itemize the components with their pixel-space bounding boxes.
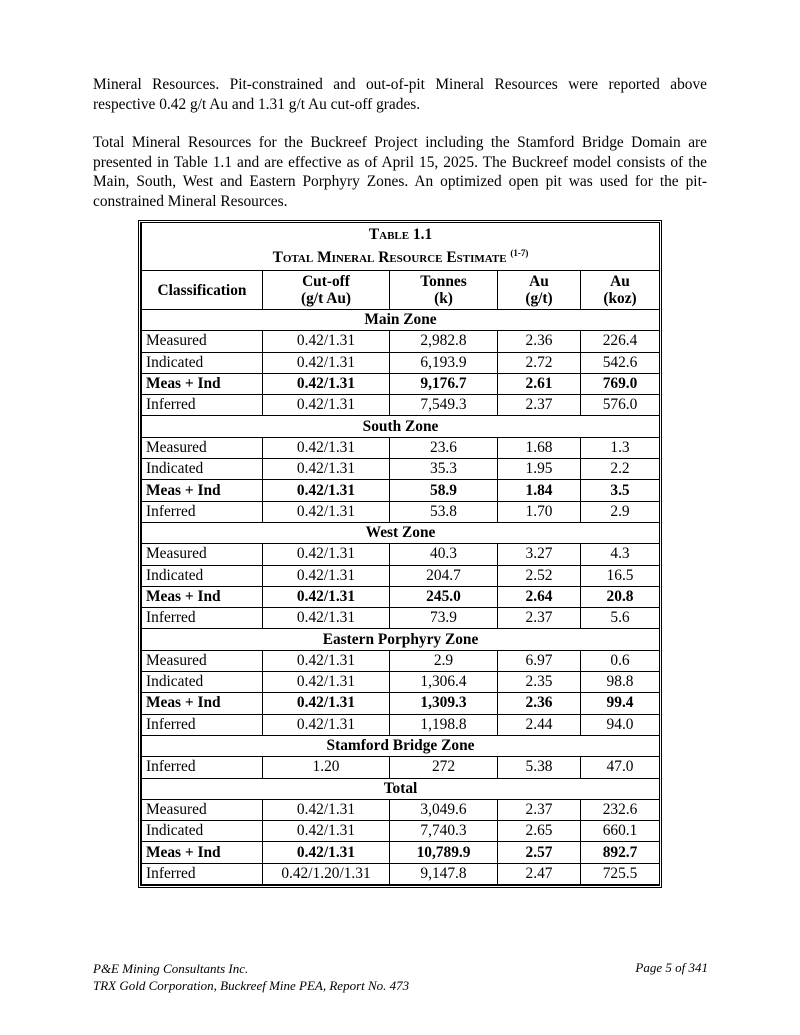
cell-cutoff: 0.42/1.31 bbox=[263, 395, 390, 416]
table-row bbox=[142, 799, 660, 820]
cell-au-grade: 2.57 bbox=[498, 842, 581, 863]
cell-au-grade: 1.84 bbox=[498, 480, 581, 501]
cell-au-koz: 0.6 bbox=[581, 650, 660, 671]
cell-classification: Meas + Ind bbox=[142, 842, 263, 863]
cell-tonnes: 7,740.3 bbox=[390, 821, 498, 842]
cell-au-koz: 2.2 bbox=[581, 459, 660, 480]
cell-cutoff: 0.42/1.31 bbox=[263, 714, 390, 735]
cell-cutoff: 0.42/1.31 bbox=[263, 799, 390, 820]
cell-classification: Inferred bbox=[142, 395, 263, 416]
cell-cutoff: 0.42/1.31 bbox=[263, 821, 390, 842]
cell-classification: Meas + Ind bbox=[142, 373, 263, 394]
header-classification: Classification bbox=[142, 271, 263, 310]
cell-au-grade: 1.95 bbox=[498, 459, 581, 480]
cell-tonnes: 58.9 bbox=[390, 480, 498, 501]
zone-name: West Zone bbox=[142, 522, 660, 543]
cell-cutoff: 0.42/1.31 bbox=[263, 565, 390, 586]
cell-au-koz: 3.5 bbox=[581, 480, 660, 501]
cell-tonnes: 73.9 bbox=[390, 608, 498, 629]
table-row bbox=[142, 757, 660, 778]
table-row bbox=[142, 842, 660, 863]
cell-tonnes: 1,309.3 bbox=[390, 693, 498, 714]
cell-tonnes: 9,147.8 bbox=[390, 863, 498, 884]
header-tonnes: Tonnes (k) bbox=[390, 271, 498, 310]
zone-header-row bbox=[142, 416, 660, 437]
cell-cutoff: 0.42/1.31 bbox=[263, 480, 390, 501]
cell-au-koz: 47.0 bbox=[581, 757, 660, 778]
footer-report: TRX Gold Corporation, Buckreef Mine PEA, Report No. 473 bbox=[93, 978, 410, 993]
resource-table bbox=[141, 223, 660, 885]
table-row bbox=[142, 459, 660, 480]
intro-paragraph: Mineral Resources. Pit-constrained and out-of-pit Mineral Resources were reported above respective 0.42 g/t Au and 1.31 g/t Au cut-off grades. bbox=[93, 76, 707, 113]
cell-au-grade: 1.70 bbox=[498, 501, 581, 522]
cell-au-koz: 232.6 bbox=[581, 799, 660, 820]
cell-classification: Meas + Ind bbox=[142, 693, 263, 714]
table-title bbox=[142, 223, 660, 271]
cell-au-grade: 3.27 bbox=[498, 544, 581, 565]
cell-au-koz: 892.7 bbox=[581, 842, 660, 863]
cell-au-grade: 2.72 bbox=[498, 352, 581, 373]
cell-tonnes: 2.9 bbox=[390, 650, 498, 671]
table-row bbox=[142, 437, 660, 458]
cell-tonnes: 245.0 bbox=[390, 586, 498, 607]
cell-classification: Inferred bbox=[142, 714, 263, 735]
table-row bbox=[142, 821, 660, 842]
cell-cutoff: 0.42/1.31 bbox=[263, 331, 390, 352]
cell-au-grade: 2.47 bbox=[498, 863, 581, 884]
zone-header-row bbox=[142, 629, 660, 650]
resource-table-frame bbox=[138, 220, 662, 888]
cell-au-grade: 2.65 bbox=[498, 821, 581, 842]
cell-classification: Inferred bbox=[142, 863, 263, 884]
cell-classification: Indicated bbox=[142, 565, 263, 586]
cell-cutoff: 0.42/1.31 bbox=[263, 672, 390, 693]
table-row bbox=[142, 501, 660, 522]
cell-au-grade: 2.36 bbox=[498, 331, 581, 352]
table-row bbox=[142, 714, 660, 735]
table-body bbox=[142, 310, 660, 885]
table-footnote-ref: (1-7) bbox=[510, 248, 529, 259]
cell-au-koz: 98.8 bbox=[581, 672, 660, 693]
cell-classification: Inferred bbox=[142, 608, 263, 629]
cell-tonnes: 204.7 bbox=[390, 565, 498, 586]
zone-header-row bbox=[142, 735, 660, 756]
cell-cutoff: 0.42/1.20/1.31 bbox=[263, 863, 390, 884]
table-row bbox=[142, 331, 660, 352]
cell-au-koz: 576.0 bbox=[581, 395, 660, 416]
cell-cutoff: 0.42/1.31 bbox=[263, 544, 390, 565]
zone-header-row bbox=[142, 522, 660, 543]
cell-classification: Meas + Ind bbox=[142, 480, 263, 501]
cell-cutoff: 0.42/1.31 bbox=[263, 501, 390, 522]
cell-tonnes: 6,193.9 bbox=[390, 352, 498, 373]
table-row bbox=[142, 586, 660, 607]
cell-au-koz: 4.3 bbox=[581, 544, 660, 565]
cell-cutoff: 0.42/1.31 bbox=[263, 437, 390, 458]
cell-tonnes: 7,549.3 bbox=[390, 395, 498, 416]
cell-tonnes: 53.8 bbox=[390, 501, 498, 522]
cell-au-grade: 2.52 bbox=[498, 565, 581, 586]
cell-au-grade: 2.44 bbox=[498, 714, 581, 735]
cell-classification: Measured bbox=[142, 544, 263, 565]
cell-au-koz: 1.3 bbox=[581, 437, 660, 458]
cell-tonnes: 40.3 bbox=[390, 544, 498, 565]
cell-classification: Indicated bbox=[142, 672, 263, 693]
cell-au-koz: 2.9 bbox=[581, 501, 660, 522]
header-au-koz: Au (koz) bbox=[581, 271, 660, 310]
cell-au-koz: 725.5 bbox=[581, 863, 660, 884]
cell-cutoff: 0.42/1.31 bbox=[263, 842, 390, 863]
cell-tonnes: 1,198.8 bbox=[390, 714, 498, 735]
table-row bbox=[142, 352, 660, 373]
cell-au-koz: 5.6 bbox=[581, 608, 660, 629]
cell-au-grade: 6.97 bbox=[498, 650, 581, 671]
cell-tonnes: 10,789.9 bbox=[390, 842, 498, 863]
table-row bbox=[142, 544, 660, 565]
cell-classification: Indicated bbox=[142, 459, 263, 480]
cell-cutoff: 0.42/1.31 bbox=[263, 586, 390, 607]
cell-cutoff: 0.42/1.31 bbox=[263, 373, 390, 394]
table-row bbox=[142, 373, 660, 394]
zone-header-row bbox=[142, 778, 660, 799]
table-caption: Total Mineral Resource Estimate bbox=[272, 249, 507, 267]
cell-au-grade: 2.61 bbox=[498, 373, 581, 394]
cell-tonnes: 35.3 bbox=[390, 459, 498, 480]
cell-au-grade: 2.36 bbox=[498, 693, 581, 714]
cell-classification: Measured bbox=[142, 799, 263, 820]
cell-au-koz: 769.0 bbox=[581, 373, 660, 394]
cell-tonnes: 272 bbox=[390, 757, 498, 778]
cell-classification: Measured bbox=[142, 437, 263, 458]
cell-classification: Indicated bbox=[142, 352, 263, 373]
cell-cutoff: 0.42/1.31 bbox=[263, 352, 390, 373]
cell-classification: Measured bbox=[142, 650, 263, 671]
cell-au-koz: 226.4 bbox=[581, 331, 660, 352]
cell-au-grade: 1.68 bbox=[498, 437, 581, 458]
table-row bbox=[142, 480, 660, 501]
cell-classification: Meas + Ind bbox=[142, 586, 263, 607]
table-row bbox=[142, 693, 660, 714]
cell-au-koz: 99.4 bbox=[581, 693, 660, 714]
cell-au-koz: 20.8 bbox=[581, 586, 660, 607]
zone-name: Eastern Porphyry Zone bbox=[142, 629, 660, 650]
table-row bbox=[142, 395, 660, 416]
description-paragraph: Total Mineral Resources for the Buckreef Project including the Stamford Bridge Domain are presented in Table 1.1 and are effective as of April 15, 2025. The Buckreef model consists of the Main, South, West and Eastern Porphyry Zones. An optimized open pit was used for the pit-constrained Mineral Resources. bbox=[93, 134, 707, 210]
cell-au-koz: 94.0 bbox=[581, 714, 660, 735]
cell-au-grade: 5.38 bbox=[498, 757, 581, 778]
table-row bbox=[142, 672, 660, 693]
cell-tonnes: 1,306.4 bbox=[390, 672, 498, 693]
cell-au-grade: 2.37 bbox=[498, 799, 581, 820]
zone-header-row bbox=[142, 310, 660, 331]
footer-company: P&E Mining Consultants Inc. bbox=[93, 961, 249, 976]
cell-tonnes: 9,176.7 bbox=[390, 373, 498, 394]
cell-tonnes: 23.6 bbox=[390, 437, 498, 458]
cell-cutoff: 0.42/1.31 bbox=[263, 693, 390, 714]
table-row bbox=[142, 608, 660, 629]
cell-classification: Indicated bbox=[142, 821, 263, 842]
zone-name: Total bbox=[142, 778, 660, 799]
cell-cutoff: 0.42/1.31 bbox=[263, 650, 390, 671]
cell-tonnes: 2,982.8 bbox=[390, 331, 498, 352]
cell-tonnes: 3,049.6 bbox=[390, 799, 498, 820]
cell-classification: Inferred bbox=[142, 757, 263, 778]
header-cutoff: Cut-off (g/t Au) bbox=[263, 271, 390, 310]
cell-au-grade: 2.37 bbox=[498, 395, 581, 416]
cell-au-koz: 16.5 bbox=[581, 565, 660, 586]
header-au-grade: Au (g/t) bbox=[498, 271, 581, 310]
cell-cutoff: 1.20 bbox=[263, 757, 390, 778]
cell-classification: Inferred bbox=[142, 501, 263, 522]
zone-name: Main Zone bbox=[142, 310, 660, 331]
cell-cutoff: 0.42/1.31 bbox=[263, 608, 390, 629]
cell-au-grade: 2.64 bbox=[498, 586, 581, 607]
zone-name: Stamford Bridge Zone bbox=[142, 735, 660, 756]
table-row bbox=[142, 565, 660, 586]
cell-au-grade: 2.37 bbox=[498, 608, 581, 629]
zone-name: South Zone bbox=[142, 416, 660, 437]
table-header-row bbox=[142, 271, 660, 310]
cell-au-koz: 660.1 bbox=[581, 821, 660, 842]
table-number: Table 1.1 bbox=[368, 226, 433, 244]
table-row bbox=[142, 863, 660, 884]
cell-au-grade: 2.35 bbox=[498, 672, 581, 693]
cell-au-koz: 542.6 bbox=[581, 352, 660, 373]
cell-classification: Measured bbox=[142, 331, 263, 352]
footer-page-number: Page 5 of 341 bbox=[635, 960, 708, 975]
cell-cutoff: 0.42/1.31 bbox=[263, 459, 390, 480]
table-row bbox=[142, 650, 660, 671]
